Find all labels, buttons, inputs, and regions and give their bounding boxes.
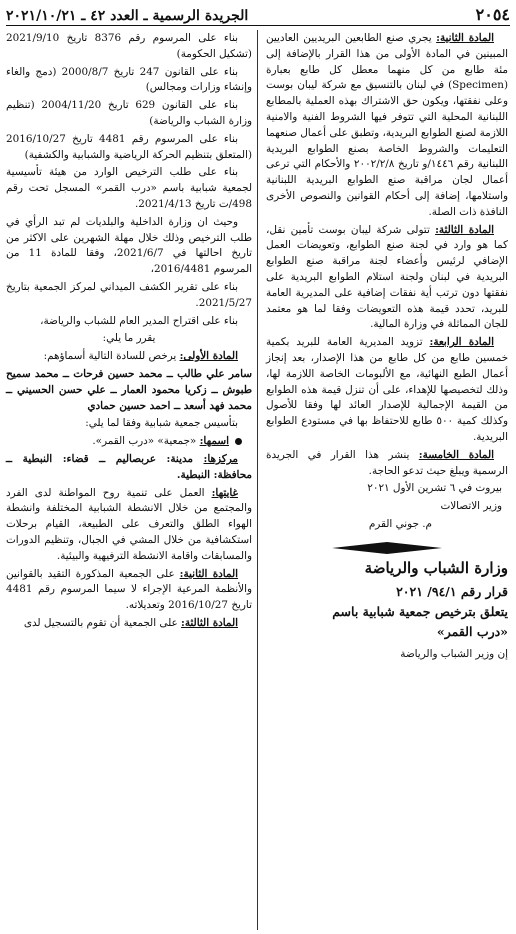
recital-4: بناء على المرسوم رقم 4481 تاريخ 2016/10/27 (المتعلق بتنظيم الحركة الرياضية والشبابية والكشفية) [6, 132, 252, 161]
article-5-text: ينشر هذا القرار في الجريدة الرسمية ويبلغ حيث تدعو الحاجة. [266, 448, 508, 477]
left-column [6, 31, 252, 634]
article-4-paragraph [266, 335, 508, 446]
recital-1: بناء على المرسوم رقم 8376 تاريخ 2021/9/10 (تشكيل الحكومة) [6, 32, 252, 60]
left-article-3 [6, 616, 252, 632]
left-article-1-label: المادة الأولى: [179, 350, 238, 363]
recital-6: وحيث ان وزارة الداخلية والبلديات لم تبد الرأي في طلب الترخيص وذلك خلال مهلة الشهرين على الاكثر من تاريخ احالتها في 2021/6/7، وفقا للمادة 11 من المرسوم 2016/4481، [6, 215, 253, 276]
decree-number: قرار رقم ٩٤/١/ ٢٠٢١ [396, 583, 508, 599]
recital-7: بناء على تقرير الكشف الميداني لمركز الجمعية بتاريخ 2021/5/27. [6, 280, 252, 309]
article-2-label: المادة الثانية: [436, 32, 494, 44]
signature-title: وزير الاتصالات [440, 500, 502, 513]
header-rule [6, 25, 510, 26]
article-5-paragraph [266, 448, 508, 480]
article-2-text: يجري صنع الطابعين البريديين العاديين المبينين في المادة الأولى من هذا القرار بالإضافة إلى مئة طابع من كل منهما معطل كل طابع بعبارة (Specimen) في لبنان بالتنسيق مع شركة ليبان بوست وعلى نفقتها، ويكون حق الاشتراك بهذه العملية بالمطابع اللبنانية المحلية التي تتوفر فيها الشروط الفنية والامنية اللازمة لصنع الطوابع البريدية، وتطبق على أعمال صنعهما التعليمات والشروط الخاصة بصنع الطوابع البريدية اللبنانية رقم ١٤٤٦/و تاريخ ٢٠٠٢/٢/٨ والأحكام التي ترعى أعمال لجان مراقبة صنع الطوابع البريدية اللبنانية واستلامها، إضافة إلى أحكام القوانين والنصوص الأخرى النافذة ذات الصلة. [266, 32, 508, 218]
ministry-heading: وزارة الشباب والرياضة [364, 558, 508, 577]
left-article-1-text: يرخص للسادة التالية أسماؤهم: [43, 350, 180, 363]
left-article-1 [6, 349, 252, 365]
decree-association-name: «درب القمر» [436, 623, 508, 639]
founders-names: سامر علي طالب ــ محمد حسين فرحات ــ محمد سميح طبوش ــ زكريا محمود العمار ــ علي حسن الحسيني ــ محمد فهد أسعد ــ احمد حسين حمادي [6, 367, 252, 412]
recital-8: بناء على اقتراح المدير العام للشباب والرياضة، [40, 314, 238, 327]
left-article-2 [6, 567, 252, 614]
article-5-label: المادة الخامسة: [418, 448, 494, 461]
association-name-label: اسمها: [199, 435, 229, 448]
gazette-title: الجريدة الرسمية ـ العدد ٤٢ ـ ٢٠٢١/١٠/٢١ [6, 8, 249, 24]
association-hq-label: مركزها: [203, 452, 238, 465]
article-4-label: المادة الرابعة: [429, 336, 494, 349]
bullet-icon [235, 438, 242, 445]
signature-name: م. جوني القرم [368, 517, 432, 530]
page-number: ٢٠٥٤ [475, 5, 510, 24]
column-separator [257, 30, 258, 930]
association-name-line [6, 434, 252, 450]
decree-subject: يتعلق بترخيص جمعية شبابية باسم [332, 603, 508, 619]
recital-5: بناء على طلب الترخيص الوارد من هيئة تأسيسية لجمعية شبابية باسم «درب القمر» المسجل تحت رقم 498/ت تاريخ 2021/4/13. [6, 166, 252, 210]
association-hq-value: مدينة: عربصاليم ــ قضاء: النبطية ــ محافظة: النبطية. [6, 452, 252, 481]
signature-block [266, 481, 508, 532]
article-3-text: تتولى شركة ليبان بوست تأمين نقل، كما هو وارد في لجنة صنع الطوابع، وتعويضات العمل الإضافي لرئيس وأعضاء لجنة مراقبة صنع الطوابع البريدية في لبنان ولجنة استلام الطوابع البريدية على نفقتها دون ترتب أية نفقات إضافية على المديرية العامة للبريد، تحدد قيمة هذه التعويضات وفقا لما هو معتمد للجان المماثلة في وزارة المالية. [266, 223, 508, 331]
left-article-3-text: على الجمعية أن تقوم بالتسجيل لدى [23, 616, 182, 629]
left-article-2-text: على الجمعية المذكورة التقيد بالقوانين والأنظمة المرعية الإجراء لا سيما المرسوم رقم 4481 تاريخ 2016/10/27 وتعديلاته. [6, 567, 252, 612]
association-hq-line [6, 452, 252, 484]
page-header [6, 4, 510, 24]
minister-intro: إن وزير الشباب والرياضة [400, 647, 508, 660]
association-goal-label: غايتها: [211, 486, 238, 499]
recital-2: بناء على القانون 247 تاريخ 2000/8/7 (دمج والغاء وإنشاء وزارات ومجالس) [6, 65, 252, 94]
article-3-paragraph [266, 223, 508, 334]
establish-line: بتأسيس جمعية شبابية وفقا لما يلي: [85, 417, 238, 430]
recital-3: بناء على القانون 629 تاريخ 2004/11/20 (تنظيم وزارة الشباب والرياضة) [6, 99, 252, 127]
article-4-text: تزويد المديرية العامة للبريد بكمية خمسين طابع من كل طابع من هذا الإصدار، بعد إنجاز أعمال الطبع النهائية، مع الألبومات الخاصة اللازمة لها، وذلك لتخصيصها للإهداء، على أن تنزل قيمة هذه الطوابع من القيمة الإجمالية للإصدار العائد لها وفقا للأصول وكذلك كمية ٥٠٠ طابع للاحتفاظ بها في مستودع الطوابع البريدية. [266, 336, 508, 443]
left-article-2-label: المادة الثانية: [179, 567, 239, 580]
divider-ornament-icon [332, 542, 442, 554]
article-2-paragraph [266, 31, 508, 221]
decides-heading: يقرر ما يلي: [102, 332, 156, 345]
left-article-3-label: المادة الثالثة: [181, 616, 238, 629]
right-column [266, 31, 508, 664]
association-goal-value: العمل على تنمية روح المواطنة لدى الفرد والمجتمع من خلال الانشطة الشبابية المختلفة وانشطة الهواء الطلق والتعرف على الطبيعة، القيام برحلات استكشافية من خلال المشي في الجبال، وتنظيم الدورات والمسابقات واقامة الانشطة الترفيهية والبيئية. [6, 486, 252, 562]
article-3-label: المادة الثالثة: [435, 223, 494, 236]
association-name-value: «جمعية» «درب القمر». [92, 435, 200, 448]
signature-place-date: بيروت في ٦ تشرين الأول ٢٠٢١ [367, 482, 502, 495]
association-goal-line [6, 486, 252, 565]
section-divider [266, 541, 508, 555]
